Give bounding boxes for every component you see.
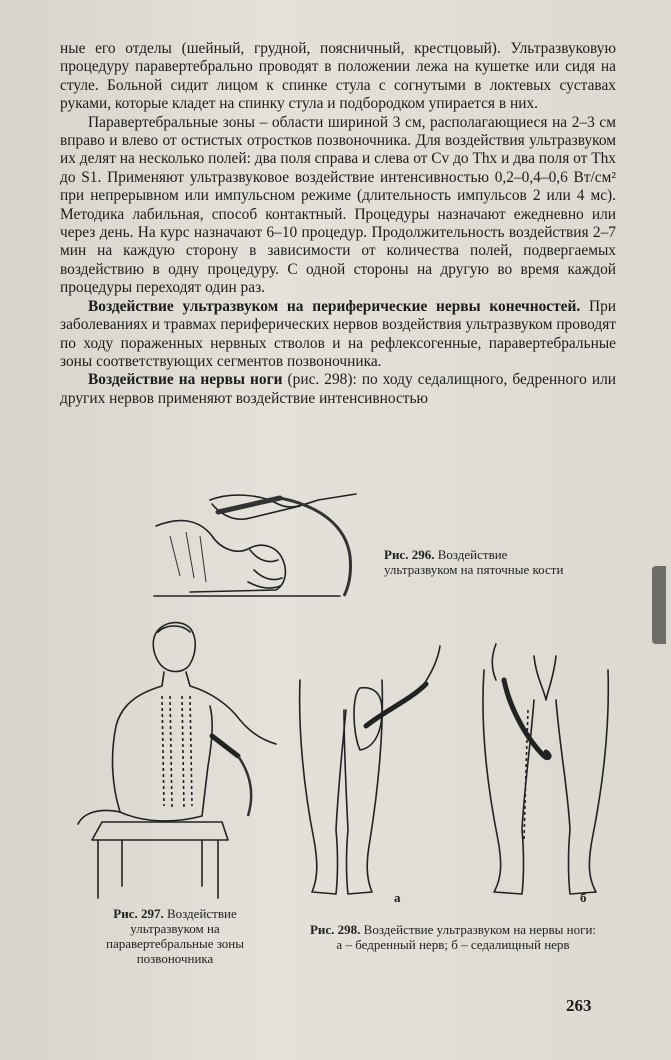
- figure-298-legs-illustration: [290, 640, 620, 910]
- paragraph-1: ные его отделы (шейный, грудной, поясничный, крестцовый). Ультразвуковую процедуру паравертебрально проводят в положении лежа на кушетке или сидя на стуле. Больной сидит лицом к спинке стула с согнутыми в локтевых суставах руками, которые кладет на спинку стула и подбородком упирается в них.: [60, 40, 616, 113]
- paragraph-2: Паравертебральные зоны – области шириной 3 см, располагающиеся на 2–3 см вправо и влево от остистых отростков позвоночника. Для воздействия ультразвуком их делят на несколько полей: два поля справа и слева от Cv до Thx и два поля от Thx до S1. Применяют ультразвуковое воздействие интенсивностью 0,2–0,4–0,6 Вт/см² при непрерывном или импульсном режиме (длительность импульсов 2 или 4 мс). Методика лабильная, способ контактный. Процедуры назначают ежедневно или через день. На курс назначают 6–10 процедур. Продолжительность воздействия 2–7 мин на каждую сторону в зависимости от количества полей, подвергаемых воздействию в одну процедуру. С одной стороны на другую во время каждой процедуры переходят один раз.: [60, 113, 616, 297]
- leg-heading: Воздействие на нервы ноги: [88, 371, 283, 389]
- figure-296-caption: [384, 547, 564, 577]
- figure-298-label-b: б: [580, 890, 587, 905]
- figure-296-heel-illustration: [150, 486, 370, 614]
- figure-298-label-a: а: [394, 890, 401, 905]
- figure-298-legs-a: [300, 646, 440, 905]
- figure-296-number: Рис. 296.: [384, 547, 435, 562]
- figure-297-number: Рис. 297.: [113, 906, 164, 921]
- peripheral-text: При заболеваниях и травмах периферических нервов воздействия ультразвуком проводят по ходу пораженных нервных стволов и на рефлексогенные, паравертебральные зоны соответствующих сегментов позвоночника.: [60, 297, 616, 370]
- page-edge-tab: [652, 566, 666, 644]
- figure-297-caption: [82, 906, 268, 966]
- leg-text: (рис. 298): по ходу седалищного, бедренного или других нервов применяют воздействие интенсивностью: [60, 371, 616, 407]
- figure-297-text: Воздействие ультразвуком на паравертебральные зоны позвоночника: [106, 906, 244, 966]
- figure-298-text: Воздействие ультразвуком на нервы ноги: а – бедренный нерв; б – седалищный нерв: [336, 922, 597, 952]
- paragraph-peripheral-nerves: [60, 298, 616, 372]
- figure-298-legs-b: [483, 644, 608, 905]
- figure-298-caption: [308, 922, 598, 952]
- figure-297-back-illustration: [62, 616, 282, 902]
- body-text: [60, 40, 616, 408]
- figure-296-text: Воздействие ультразвуком на пяточные кости: [384, 547, 564, 577]
- peripheral-heading: Воздействие ультразвуком на периферические нервы конечностей.: [88, 297, 581, 315]
- page-number: 263: [566, 996, 592, 1015]
- figure-298-number: Рис. 298.: [309, 922, 361, 937]
- paragraph-leg-nerves: [60, 371, 616, 408]
